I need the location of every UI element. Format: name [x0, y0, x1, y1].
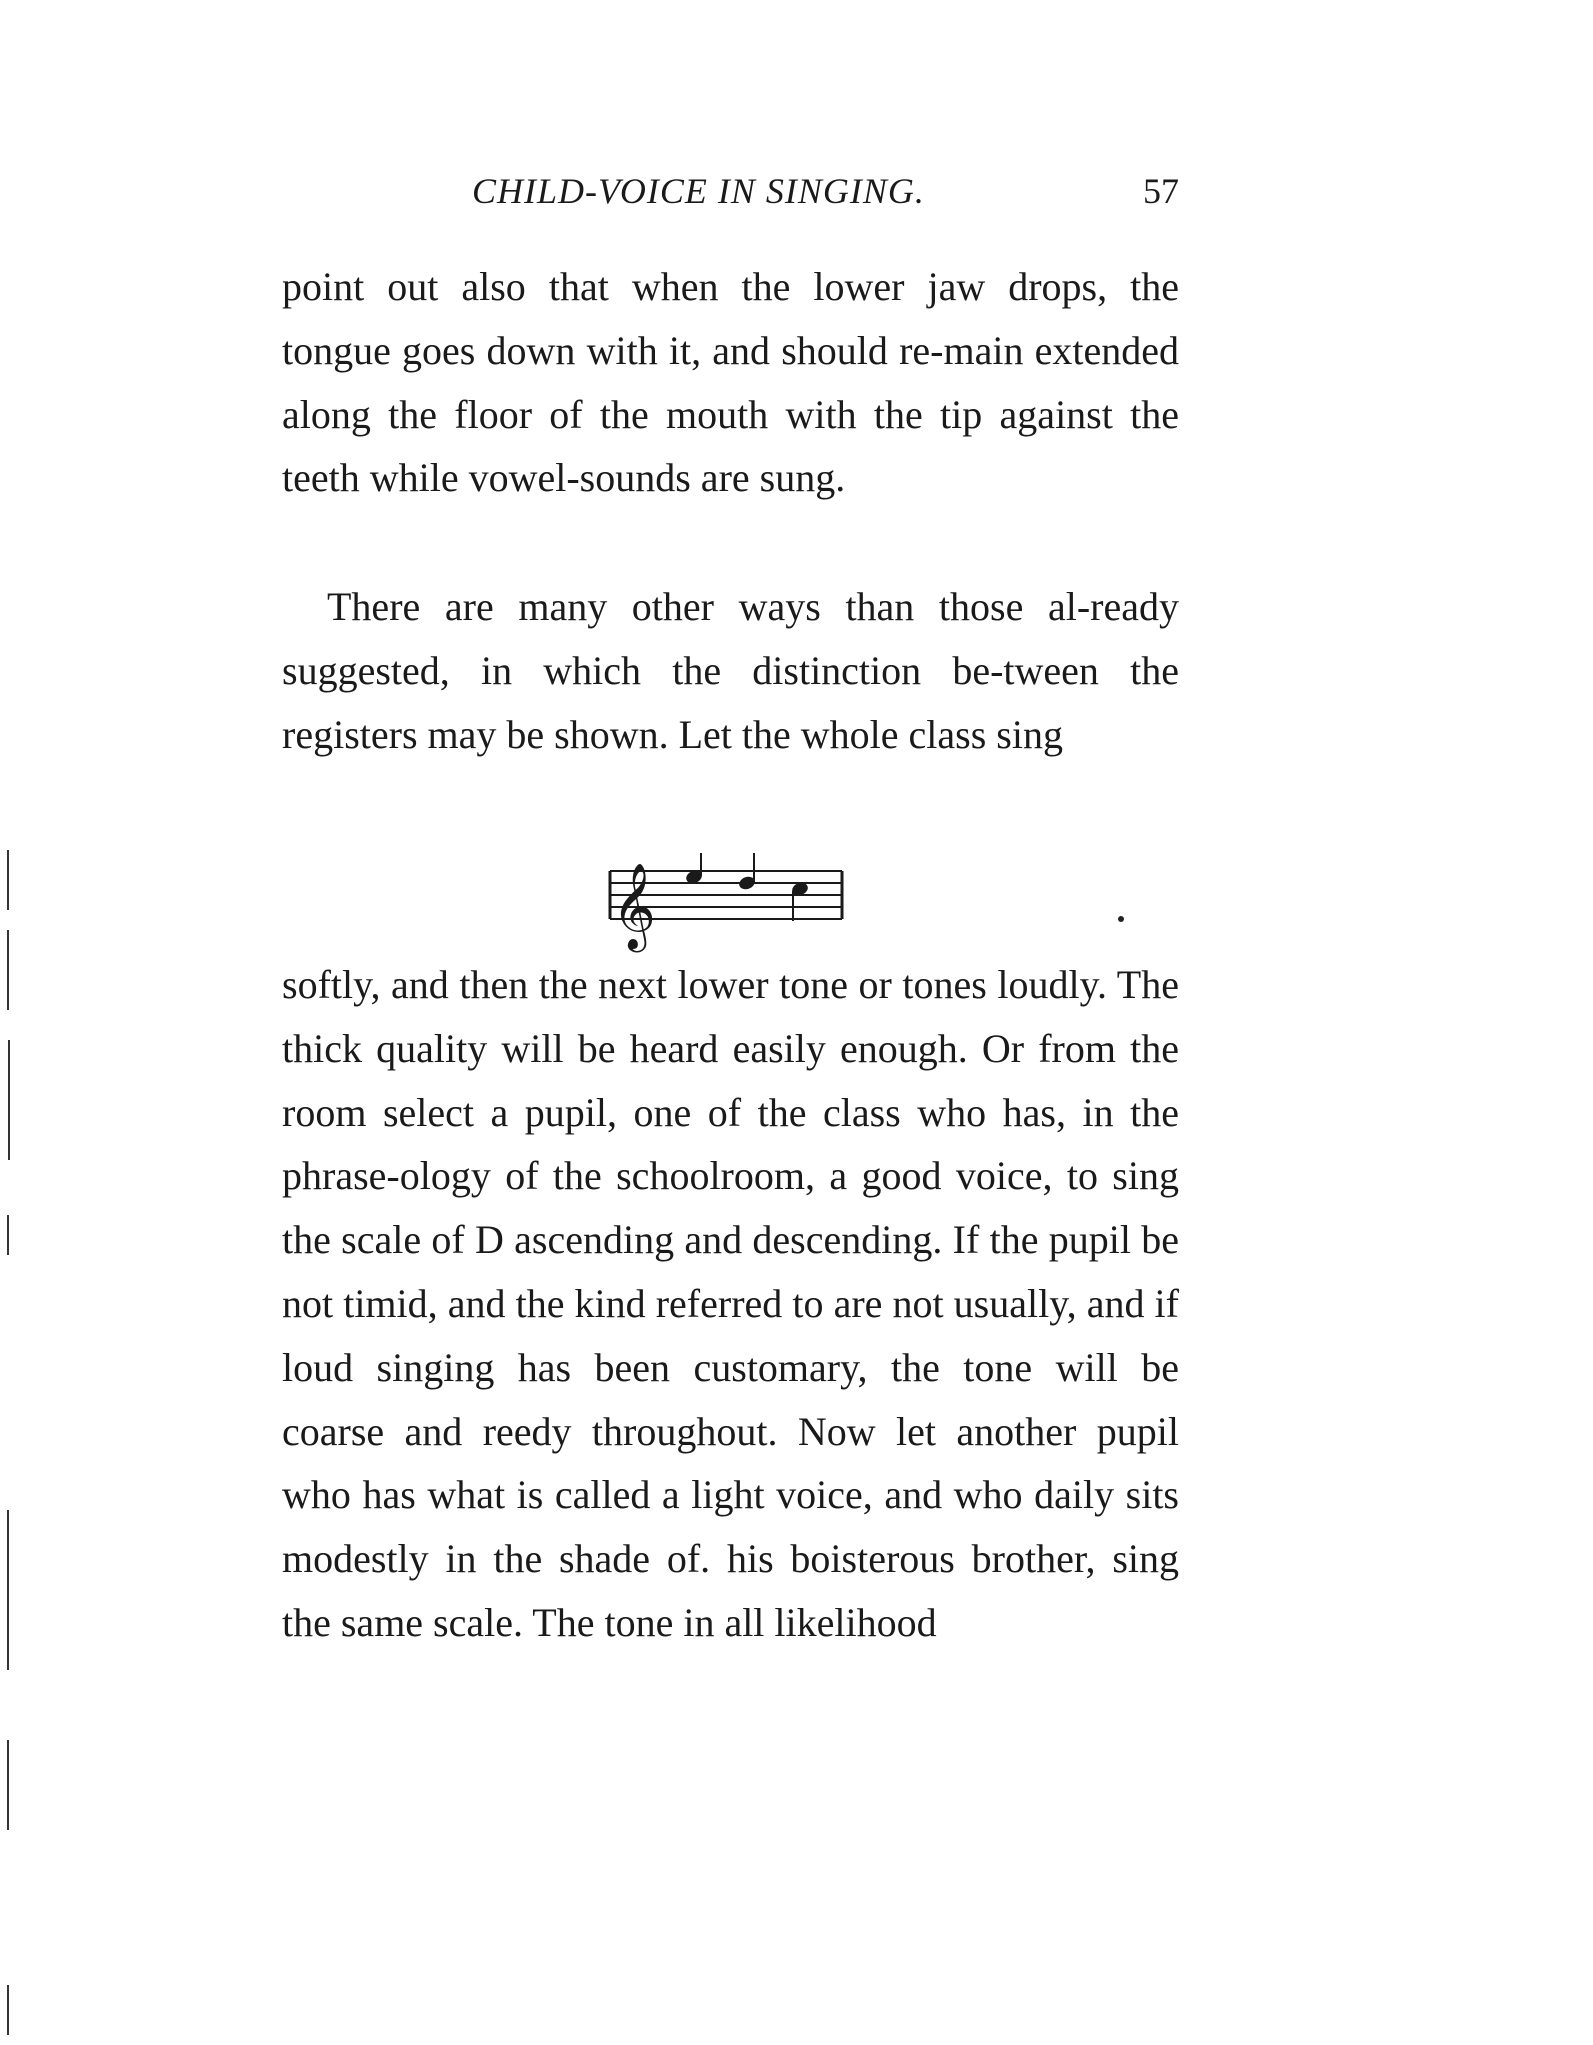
music-example — [606, 853, 846, 953]
music-note-1 — [684, 853, 703, 885]
paragraph-1: point out also that when the lower jaw drops, the tongue goes down with it, and should re-main extended along the floor of the mouth with the tip against the teeth while vowel-sounds are sung. — [282, 264, 1179, 501]
scan-margin-marks — [0, 0, 40, 2045]
music-note-3 — [790, 881, 809, 921]
paragraph-2: There are many other ways than those al-ready suggested, in which the distinction be-tween the registers may be shown. Let the whole class sing — [282, 584, 1179, 757]
page-header — [282, 170, 1179, 220]
stray-mark — [1118, 916, 1124, 922]
page-number: 57 — [1143, 171, 1179, 211]
paragraph-3: softly, and then the next lower tone or tones loudly. The thick quality will be heard easily enough. Or from the room select a pupil, one of the class who has, in the phrase-ology of the schoolroom, a good voice, to sing the scale of D ascending and descending. If the pupil be not timid, and the kind referred to are not usually, and if loud singing has been customary, the tone will be coarse and reedy throughout. Now let another pupil who has what is called a light voice, and who daily sits modestly in the shade of. his boisterous brother, sing the same scale. The tone in all likelihood — [282, 962, 1179, 1645]
music-note-2 — [737, 853, 756, 891]
treble-clef-icon: 𝄞 — [612, 863, 656, 949]
running-head: CHILD-VOICE IN SINGING. — [472, 171, 925, 211]
